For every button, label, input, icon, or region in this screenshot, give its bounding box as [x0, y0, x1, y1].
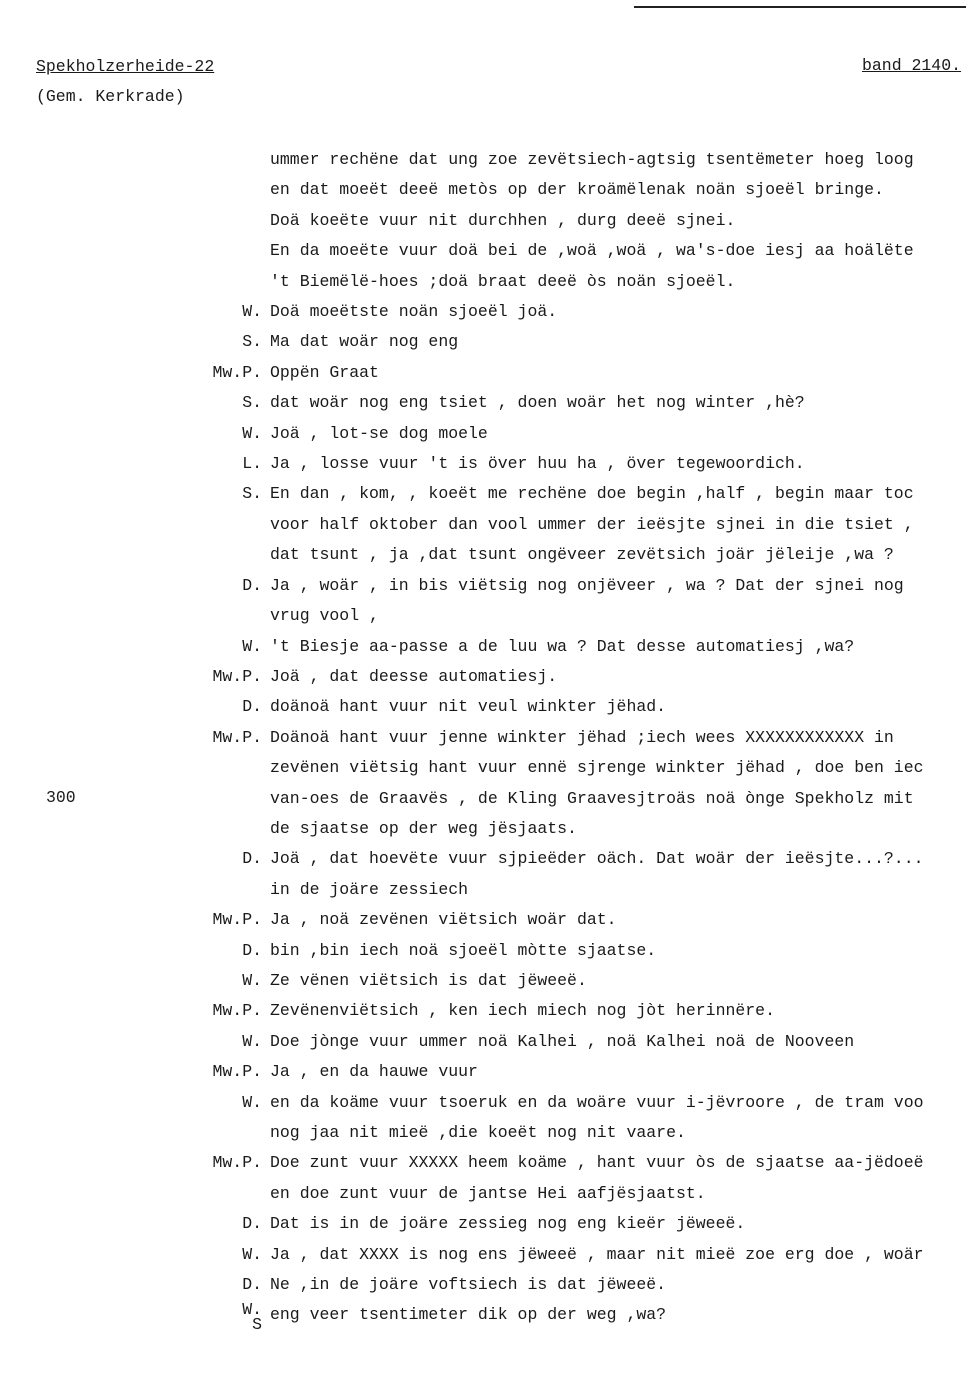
- transcript-line: [190, 662, 966, 692]
- transcript: [190, 145, 966, 1335]
- speaker-label: Mw.P.: [212, 362, 262, 382]
- transcript-line: [190, 236, 966, 266]
- transcript-line: [190, 1057, 966, 1087]
- line-text: Ja , woär , in bis viëtsig nog onjëveer , wa ? Dat der sjnei nog: [270, 575, 904, 595]
- transcript-line: [190, 297, 966, 327]
- speaker-label: S.: [242, 484, 262, 504]
- line-text: eng veer tsentimeter dik op der weg ,wa?: [270, 1305, 667, 1325]
- transcript-line: [190, 1270, 966, 1300]
- speaker-label: D.: [242, 1214, 262, 1234]
- line-text: En dan , kom, , koeët me rechëne doe begin ,half , begin maar toc: [270, 484, 914, 504]
- line-text: Doä moeëtste noän sjoeël joä.: [270, 302, 558, 322]
- line-text: doänoä hant vuur nit veul winkter jëhad.: [270, 697, 667, 717]
- transcript-line: [190, 632, 966, 662]
- transcript-line: [190, 419, 966, 449]
- speaker-label: [190, 875, 270, 905]
- transcript-line: [190, 1300, 966, 1335]
- transcript-line: [190, 1240, 966, 1270]
- speaker-label: Mw.P.: [212, 727, 262, 747]
- line-text: Ja , losse vuur 't is över huu ha , över tegewoordich.: [270, 454, 805, 474]
- transcript-line: [190, 571, 966, 601]
- line-text: Doänoä hant vuur jenne winkter jëhad ;iech wees XXXXXXXXXXXX in: [270, 727, 894, 747]
- speaker-label: D.: [242, 1275, 262, 1295]
- transcript-line: [190, 1179, 966, 1209]
- transcript-line: [190, 601, 966, 631]
- line-text: Ze vënen viëtsich is dat jëweeë.: [270, 970, 587, 990]
- line-text: 't Biesje aa-passe a de luu wa ? Dat desse automatiesj ,wa?: [270, 636, 855, 656]
- speaker-label: [190, 784, 270, 814]
- place-name: Spekholzerheide-22: [36, 57, 215, 76]
- line-text: Oppën Graat: [270, 362, 379, 382]
- speaker-label: Mw.P.: [212, 910, 262, 930]
- line-text: van-oes de Graavës , de Kling Graavesjtroäs noä ònge Spekholz mit: [270, 788, 914, 808]
- speaker-label: Mw.P.: [212, 1062, 262, 1082]
- line-text: Ja , dat XXXX is nog ens jëweeë , maar nit mieë zoe erg doe , woär: [270, 1244, 924, 1264]
- speaker-label: W.: [242, 423, 262, 443]
- speaker-label: W.: [242, 1031, 262, 1051]
- line-text: de sjaatse op der weg jësjaats.: [270, 818, 577, 838]
- line-text: Doe jònge vuur ummer noä Kalhei , noä Kalhei noä de Nooveen: [270, 1031, 855, 1051]
- transcript-line: [190, 1148, 966, 1178]
- line-text: Doä koeëte vuur nit durchhen , durg deeë sjnei.: [270, 210, 736, 230]
- line-text: bin ,bin iech noä sjoeël mòtte sjaatse.: [270, 940, 657, 960]
- speaker-label: Mw.P.: [212, 1153, 262, 1173]
- speaker-label: S.: [242, 332, 262, 352]
- speaker-label: [190, 510, 270, 540]
- line-text: en dat moeët deeë metòs op der kroämëlenak noän sjoeël bringe.: [270, 180, 884, 200]
- transcript-line: [190, 966, 966, 996]
- speaker-label: W.: [242, 636, 262, 656]
- line-text: en doe zunt vuur de jantse Hei aafjësjaatst.: [270, 1183, 706, 1203]
- transcript-line: [190, 206, 966, 236]
- speaker-label: W.: [242, 1092, 262, 1112]
- transcript-line: [190, 875, 966, 905]
- speaker-label: S.: [242, 393, 262, 413]
- line-text: Zevënenviëtsich , ken iech miech nog jòt herinnëre.: [270, 1001, 775, 1021]
- transcript-line: [190, 175, 966, 205]
- speaker-label: D.: [242, 940, 262, 960]
- speaker-label: [190, 1118, 270, 1148]
- transcript-line: [190, 723, 966, 753]
- speaker-label: D.: [242, 697, 262, 717]
- speaker-label: W.: [242, 1244, 262, 1264]
- line-text: vrug vool ,: [270, 606, 379, 626]
- speaker-label: [190, 540, 270, 570]
- line-text: voor half oktober dan vool ummer der ieësjte sjnei in die tsiet ,: [270, 514, 914, 534]
- speaker-label: [190, 753, 270, 783]
- speaker-label: W. S: [242, 1300, 262, 1335]
- margin-number: 300: [46, 788, 76, 807]
- line-text: Dat is in de joäre zessieg nog eng kieër jëweeë.: [270, 1214, 746, 1234]
- transcript-line: [190, 267, 966, 297]
- transcript-line: [190, 996, 966, 1026]
- speaker-label: [190, 1179, 270, 1209]
- line-text: dat woär nog eng tsiet , doen woär het nog winter ,hè?: [270, 393, 805, 413]
- speaker-label: L.: [242, 454, 262, 474]
- transcript-line: [190, 1209, 966, 1239]
- speaker-label: Mw.P.: [212, 666, 262, 686]
- transcript-line: [190, 936, 966, 966]
- transcript-line: [190, 510, 966, 540]
- line-text: Joä , dat hoevëte vuur sjpieëder oäch. Dat woär der ieësjte...?...: [270, 849, 924, 869]
- line-text: in de joäre zessiech: [270, 879, 469, 899]
- line-text: zevënen viëtsig hant vuur ennë sjrenge winkter jëhad , doe ben iec: [270, 758, 924, 778]
- transcript-line: [190, 1088, 966, 1118]
- transcript-line: [190, 479, 966, 509]
- speaker-label: Mw.P.: [212, 1001, 262, 1021]
- line-text: Ja , noä zevënen viëtsich woär dat.: [270, 910, 617, 930]
- line-text: en da koäme vuur tsoeruk en da woäre vuur i-jëvroore , de tram voo: [270, 1092, 924, 1112]
- line-text: Doe zunt vuur XXXXX heem koäme , hant vuur òs de sjaatse aa-jëdoeë: [270, 1153, 924, 1173]
- transcript-line: [190, 145, 966, 175]
- line-text: Ma dat woär nog eng: [270, 332, 459, 352]
- line-text: nog jaa nit mieë ,die koeët nog nit vaare.: [270, 1123, 686, 1142]
- line-text: Joä , lot-se dog moele: [270, 423, 488, 443]
- line-text: ummer rechëne dat ung zoe zevëtsiech-agtsig tsentëmeter hoeg loog: [270, 150, 914, 169]
- speaker-label: D.: [242, 575, 262, 595]
- top-rule: [634, 6, 966, 8]
- speaker-label: W.: [242, 302, 262, 322]
- speaker-label: [190, 267, 270, 297]
- speaker-label: [190, 601, 270, 631]
- transcript-line: [190, 692, 966, 722]
- line-text: Ne ,in de joäre voftsiech is dat jëweeë.: [270, 1275, 667, 1295]
- speaker-label: [190, 206, 270, 236]
- speaker-label: [190, 175, 270, 205]
- line-text: En da moeëte vuur doä bei de ,woä ,woä , wa's-doe iesj aa hoälëte: [270, 241, 914, 261]
- transcript-line: [190, 388, 966, 418]
- transcript-line: [190, 753, 966, 783]
- line-text: Ja , en da hauwe vuur: [270, 1062, 478, 1082]
- document-header-left: [36, 52, 214, 112]
- transcript-line: [190, 1118, 966, 1148]
- speaker-label: D.: [242, 849, 262, 869]
- transcript-line: [190, 327, 966, 357]
- transcript-line: [190, 784, 966, 814]
- line-text: 't Biemëlë-hoes ;doä braat deeë òs noän sjoeël.: [270, 271, 736, 291]
- transcript-line: [190, 1027, 966, 1057]
- speaker-label: [190, 814, 270, 844]
- transcript-line: [190, 449, 966, 479]
- speaker-label: W.: [242, 970, 262, 990]
- transcript-line: [190, 540, 966, 570]
- speaker-label: [190, 236, 270, 266]
- transcript-line: [190, 844, 966, 874]
- municipality: (Gem. Kerkrade): [36, 87, 185, 106]
- transcript-line: [190, 905, 966, 935]
- speaker-label: [190, 145, 270, 175]
- tape-number: band 2140.: [862, 56, 962, 75]
- transcript-line: [190, 358, 966, 388]
- transcript-line: [190, 814, 966, 844]
- line-text: dat tsunt , ja ,dat tsunt ongëveer zevëtsich joär jëleije ,wa ?: [270, 545, 894, 565]
- line-text: Joä , dat deesse automatiesj.: [270, 666, 558, 686]
